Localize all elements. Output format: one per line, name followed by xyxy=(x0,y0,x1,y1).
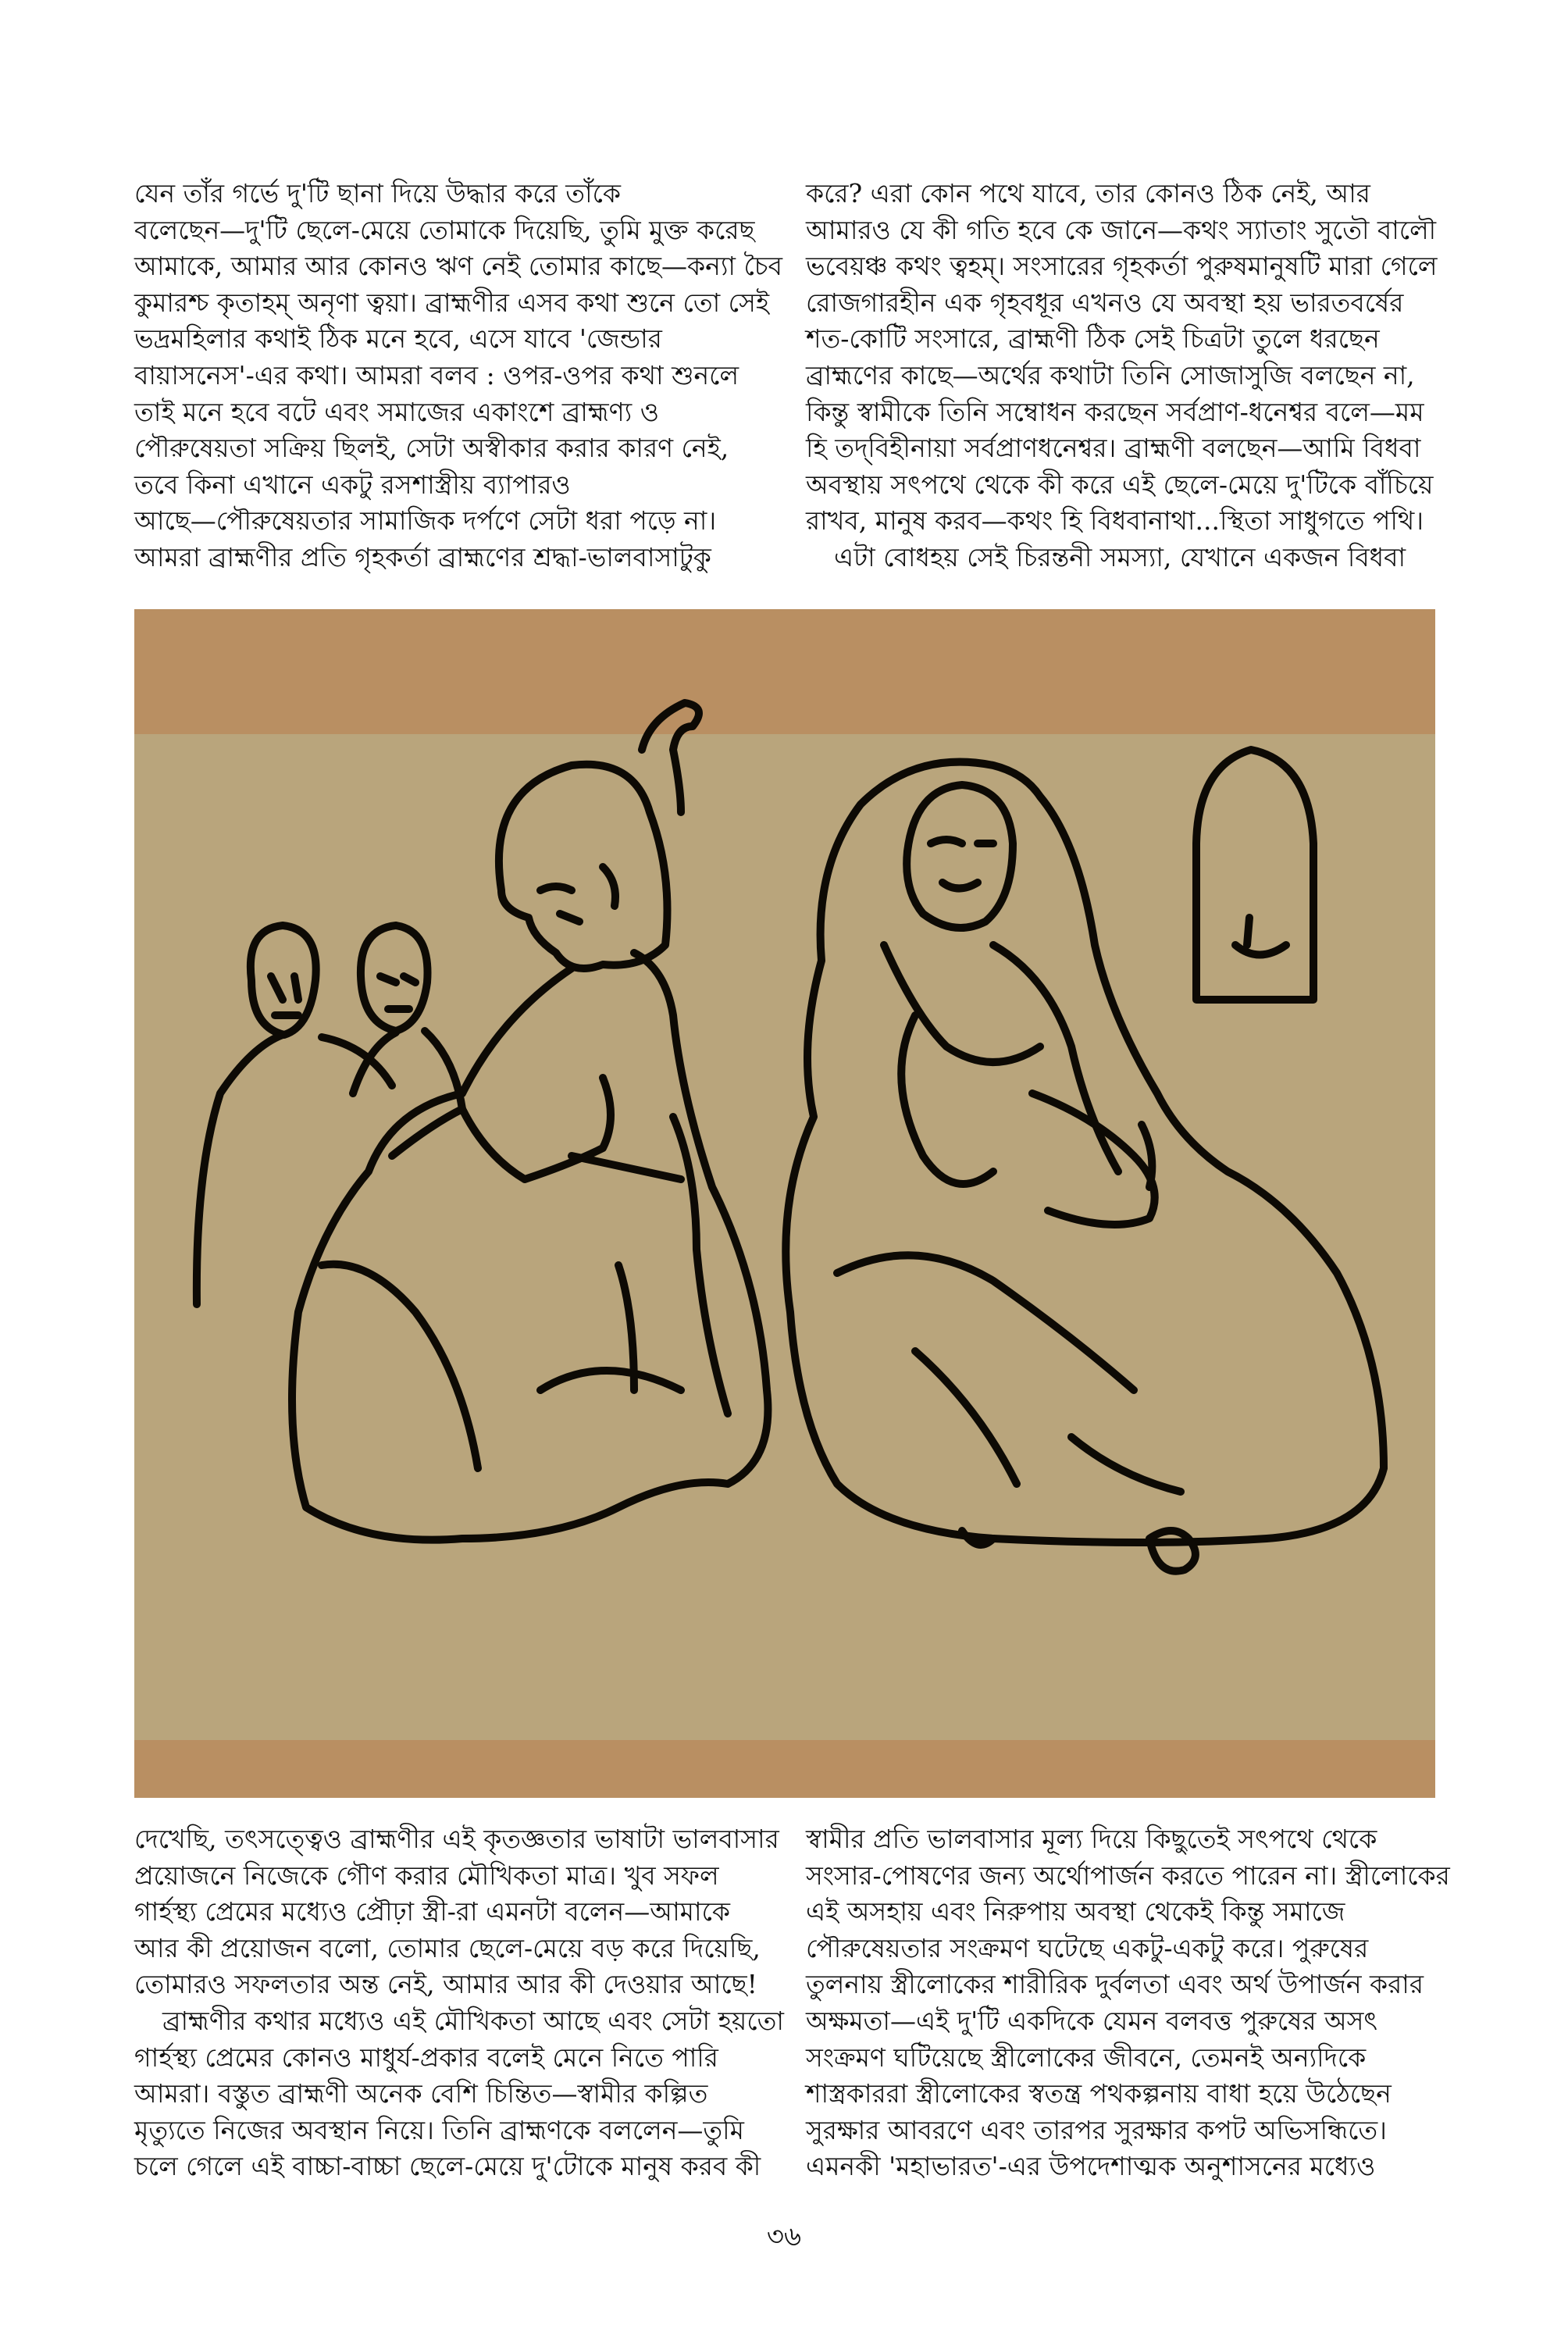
text-column-top-left xyxy=(134,176,782,576)
text-column-bottom-right xyxy=(806,1821,1450,2185)
text-line: শত-কোটি সংসারে, ব্রাহ্মণী ঠিক সেই চিত্রটা তুলে ধরছেন xyxy=(806,323,1380,355)
text-line: এই অসহায় এবং নিরুপায় অবস্থা থেকেই কিন্তু সমাজে xyxy=(806,1896,1345,1927)
text-line: দেখেছি, তৎসত্ত্বেও ব্রাহ্মণীর এই কৃতজ্ঞতার ভাষাটা ভালবাসার xyxy=(134,1824,779,1854)
text-line: এমনকী 'মহাভারত'-এর উপদেশাত্মক অনুশাসনের মধ্যেও xyxy=(806,2151,1376,2182)
text-line: আমরা ব্রাহ্মণীর প্রতি গৃহকর্তা ব্রাহ্মণের শ্রদ্ধা-ভালবাসাটুকু xyxy=(134,541,711,572)
text-line: পৌরুষেয়তার সংক্রমণ ঘটেছে একটু-একটু করে। পুরুষের xyxy=(806,1932,1369,1963)
text-column-top-right xyxy=(806,176,1438,576)
text-line: যেন তাঁর গর্ভে দু'টি ছানা দিয়ে উদ্ধার করে তাঁকে xyxy=(134,178,621,209)
paragraph-start-line: ব্রাহ্মণীর কথার মধ্যেও এই মৌখিকতা আছে এবং সেটা হয়তো xyxy=(162,2005,784,2036)
text-line: প্রয়োজনে নিজেকে গৌণ করার মৌখিকতা মাত্র। খুব সফল xyxy=(134,1860,719,1891)
text-line: আমাকে, আমার আর কোনও ঋণ নেই তোমার কাছে—কন্যা চৈব xyxy=(134,251,782,282)
text-line: বায়াসনেস'-এর কথা। আমরা বলব : ওপর-ওপর কথা শুনলে xyxy=(134,359,739,390)
text-line: শাস্ত্রকাররা স্ত্রীলোকের স্বতন্ত্র পথকল্পনায় বাধা হয়ে উঠেছেন xyxy=(806,2078,1392,2109)
text-line: অক্ষমতা—এই দু'টি একদিকে যেমন বলবত্ত পুরুষের অসৎ xyxy=(806,2005,1378,2036)
text-line: মৃত্যুতে নিজের অবস্থান নিয়ে। তিনি ব্রাহ্মণকে বললেন—তুমি xyxy=(134,2114,744,2145)
text-line: পৌরুষেয়তা সক্রিয় ছিলই, সেটা অস্বীকার করার কারণ নেই, xyxy=(134,433,729,464)
text-line: কুমারশ্চ কৃতাহম্ অনৃণা ত্বয়া। ব্রাহ্মণীর এসব কথা শুনে তো সেই xyxy=(134,287,770,318)
text-line: ভবেয়ঞ্চ কথং ত্বহম্। সংসারের গৃহকর্তা পুরুষমানুষটি মারা গেলে xyxy=(806,251,1438,282)
text-line: তবে কিনা এখানে একটু রসশাস্ত্রীয় ব্যাপারও xyxy=(134,469,571,500)
illustration-brahmin-couple xyxy=(134,609,1435,1798)
text-line: রাখব, মানুষ করব—কথং হি বিধবানাথা...স্থিতা সাধুগতে পথি। xyxy=(806,505,1424,537)
text-line: ব্রাহ্মণের কাছে—অর্থের কথাটা তিনি সোজাসুজি বলছেন না, xyxy=(806,359,1415,390)
text-line: ভদ্রমহিলার কথাই ঠিক মনে হবে, এসে যাবে 'জেন্ডার xyxy=(134,323,662,355)
text-line: আমারও যে কী গতি হবে কে জানে—কথং স্যাতাং সুতৌ বালৌ xyxy=(806,214,1437,245)
text-line: রোজগারহীন এক গৃহবধূর এখনও যে অবস্থা হয় ভারতবর্ষের xyxy=(806,287,1404,318)
text-line: কিন্তু স্বামীকে তিনি সম্বোধন করছেন সর্বপ্রাণ-ধনেশ্বর বলে—মম xyxy=(806,396,1424,427)
text-line: চলে গেলে এই বাচ্চা-বাচ্চা ছেলে-মেয়ে দু'টোকে মানুষ করব কী xyxy=(134,2151,761,2182)
text-line: আমরা। বস্তুত ব্রাহ্মণী অনেক বেশি চিন্তিত—স্বামীর কল্পিত xyxy=(134,2078,708,2109)
text-line: আর কী প্রয়োজন বলো, তোমার ছেলে-মেয়ে বড় করে দিয়েছি, xyxy=(134,1932,761,1963)
text-line: গার্হস্থ্য প্রেমের মধ্যেও প্রৌঢ়া স্ত্রী-রা এমনটা বলেন—আমাকে xyxy=(134,1896,730,1927)
text-line: বলেছেন—দু'টি ছেলে-মেয়ে তোমাকে দিয়েছি, তুমি মুক্ত করেছ xyxy=(134,214,755,245)
illustration-background xyxy=(134,609,1435,1798)
text-line: সুরক্ষার আবরণে এবং তারপর সুরক্ষার কপট অভিসন্ধিতে। xyxy=(806,2114,1387,2145)
text-column-bottom-left xyxy=(134,1821,784,2185)
page-number: ৩৬ xyxy=(766,2221,802,2252)
top-border-band xyxy=(134,609,1435,734)
text-line: সংসার-পোষণের জন্য অর্থোপার্জন করতে পারেন না। স্ত্রীলোকের xyxy=(806,1860,1450,1891)
text-line: আছে—পৌরুষেয়তার সামাজিক দর্পণে সেটা ধরা পড়ে না। xyxy=(134,505,717,537)
text-line: করে? এরা কোন পথে যাবে, তার কোনও ঠিক নেই, আর xyxy=(806,178,1370,209)
text-line: গার্হস্থ্য প্রেমের কোনও মাধুর্য-প্রকার বলেই মেনে নিতে পারি xyxy=(134,2042,718,2073)
text-line: তোমারও সফলতার অন্ত নেই, আমার আর কী দেওয়ার আছে! xyxy=(134,1969,757,2000)
paragraph-start-line: এটা বোধহয় সেই চিরন্তনী সমস্যা, যেখানে একজন বিধবা xyxy=(834,541,1406,572)
bottom-border-band xyxy=(134,1740,1435,1798)
text-line: হি তদ্‌বিহীনায়া সর্বপ্রাণধনেশ্বর। ব্রাহ্মণী বলছেন—আমি বিধবা xyxy=(806,433,1421,464)
text-line: স্বামীর প্রতি ভালবাসার মূল্য দিয়ে কিছুতেই সৎপথে থেকে xyxy=(806,1824,1377,1854)
text-line: তাই মনে হবে বটে এবং সমাজের একাংশে ব্রাহ্মণ্য ও xyxy=(134,396,659,427)
text-line: অবস্থায় সৎপথে থেকে কী করে এই ছেলে-মেয়ে দু'টিকে বাঁচিয়ে xyxy=(806,469,1434,500)
text-line: তুলনায় স্ত্রীলোকের শারীরিক দুর্বলতা এবং অর্থ উপার্জন করার xyxy=(806,1969,1424,2000)
text-line: সংক্রমণ ঘটিয়েছে স্ত্রীলোকের জীবনে, তেমনই অন্যদিকে xyxy=(806,2042,1367,2073)
